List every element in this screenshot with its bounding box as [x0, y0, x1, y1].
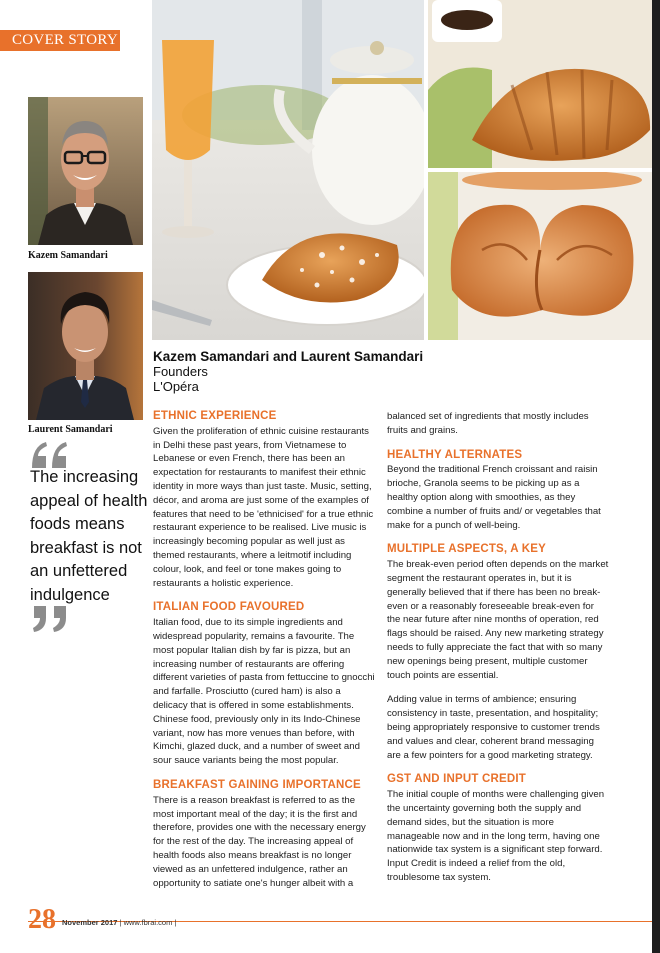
body-paragraph: balanced set of ingredients that mostly includes fruits and grains.: [387, 411, 589, 436]
body-paragraph: Italian food, due to its simple ingredients and widespread popularity, remains a favourite. The most popular Italian dish by far is pizza, but an increasing number of restaurants are offering different varieties of pasta from fettuccine to gnocchi and farfalle. Prosciutto (cured ham) is also a delicacy that is offered in some establishments. Chinese food, previously only in its Indo-Chinese variant, now has more venues than before, with Kimchi, glazed duck, and a number of sweet and sour sauce variants being the most popular.: [153, 617, 375, 767]
body-paragraph: Given the proliferation of ethnic cuisine restaurants in Delhi these past years, from Vietnamese to Lebanese or even French, there has been an expectation for restaurants to manifest their ethnic identity in more ways than just taste. Music, setting, décor, and aroma are just some of the examples of features that need to be 'ethnicised' for a true ethnic restaurant experience to be realised. Live music is increasingly becoming popular as well just as themed restaurants, where a leitmotif including colour, look, and feel or tone makes going to restaurants a holistic experience.: [153, 425, 374, 589]
footer-separator: |: [119, 918, 124, 927]
byline-company: L'Opéra: [153, 379, 199, 394]
footer-website[interactable]: www.fbrai.com: [123, 918, 173, 927]
footer-issue: November 2017: [62, 918, 118, 927]
pull-quote: The increasing appeal of health foods means breakfast is not an unfettered indulgence: [30, 468, 148, 604]
article-column-right: [387, 410, 609, 896]
portrait-caption-laurent: Laurent Samandari: [28, 424, 113, 435]
byline-names: Kazem Samandari and Laurent Samandari: [153, 349, 424, 364]
close-quote-icon: [30, 604, 70, 634]
section-heading: BREAKFAST GAINING IMPORTANCE: [153, 778, 361, 791]
section-heading: GST AND INPUT CREDIT: [387, 773, 527, 786]
body-paragraph: Beyond the traditional French croissant and raisin brioche, Granola seems to be picking up as a healthy option along with smoothies, as they combine a number of fruits and/ or vegetables that make for a punch of well-being.: [387, 464, 601, 531]
footer-info: [62, 918, 176, 927]
section-heading: MULTIPLE ASPECTS, A KEY: [387, 543, 547, 556]
portrait-laurent: [28, 272, 143, 420]
page-number: 28: [28, 904, 56, 935]
article-column-left: [153, 410, 375, 901]
byline: [153, 349, 453, 394]
section-tag: COVER STORY: [0, 30, 120, 51]
byline-role: Founders: [153, 364, 208, 379]
body-paragraph: The initial couple of months were challenging given the uncertainty governing both the supply and demand sides, but the situation is more manageable now and in the long term, having one nationwide tax system is a significant step forward. Input Credit is indeed a relief from the old, troublesome tax system.: [387, 789, 605, 883]
section-heading: HEALTHY ALTERNATES: [387, 448, 523, 461]
portrait-caption-kazem: Kazem Samandari: [28, 250, 108, 261]
body-paragraph: There is a reason breakfast is referred to as the most important meal of the day; it is the first and therefore, provides one with the necessary energy for the rest of the day. The increasing appeal of health foods also means breakfast is no longer viewed as an unfettered indulgence, rather an opportunity to satiate one's hunger albeit with a: [153, 794, 366, 889]
footer-separator: |: [174, 918, 177, 927]
portrait-kazem: [28, 97, 143, 245]
page-edge-shadow: [652, 0, 660, 953]
section-heading: ETHNIC EXPERIENCE: [153, 410, 277, 422]
section-heading: ITALIAN FOOD FAVOURED: [153, 601, 305, 614]
hero-food-photo: [152, 0, 652, 340]
body-paragraph: Adding value in terms of ambience; ensuring consistency in taste, presentation, and hospitality; being appropriately responsive to customer trends and values and clear, coherent brand messaging are a few pointers for a good marketing strategy.: [387, 694, 600, 761]
body-paragraph: The break-even period often depends on the market segment the restaurant operates in, but it is generally believed that if there has been no break-even or a reasonably foreseeable break-even for the near future after nine months of operation, red flags should be raised. Any new marketing strategy needs to fully appreciate the fact that with so many new openings being present, multiple customer touch points are essential.: [387, 559, 609, 681]
